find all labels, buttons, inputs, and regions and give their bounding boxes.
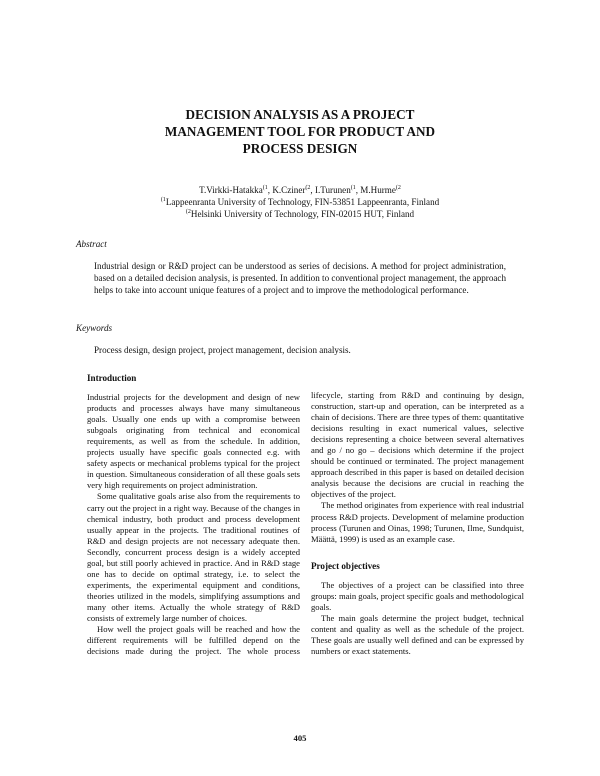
author-line (0, 184, 600, 196)
author-name: , M.Hurme (355, 185, 396, 195)
author-block (0, 184, 600, 220)
title-line-3: PROCESS DESIGN (242, 141, 358, 156)
abstract-label: Abstract (76, 239, 107, 249)
title-line-2: MANAGEMENT TOOL FOR PRODUCT AND (164, 124, 436, 139)
objectives-paragraph-2: The main goals determine the project budget, technical content and quality as well as the schedule of the project. These goals are usually well defined and can be expressed by numbers or exact statements. (311, 612, 524, 656)
affiliation-text: Helsinki University of Technology, FIN-02015 HUT, Finland (190, 209, 415, 219)
author-name: , K.Cziner (267, 185, 306, 195)
abstract-text: Industrial design or R&D project can be understood as series of decisions. A method for project administration, based on a detailed decision analysis, is presented. In addition to conventional project management, the approach helps to take into account unique features of a project and to improve the methodological performance. (94, 261, 506, 296)
affiliation-1 (0, 196, 600, 208)
column-left (87, 373, 300, 657)
author-sup: (1 (350, 184, 356, 191)
intro-paragraph-2: Some qualitative goals arise also from the requirements to carry out the project in a right way. Because of the changes in chemical industry, both product and process development usually appear in the projects. The traditional routines of R&D and design projects are not necessary adequate then. Secondly, concurrent process design is a widely accepted goal, but still poorly achieved in practice. And in R&D stage one has to decide on optimal strategy, i.e. to select the experiments, the experimental equipment and conditions, theories utilized in the models, simplifying assumptions and many other items. Actually the whole strategy of R&D consists of extremely large number of choices. (87, 491, 300, 623)
page-number: 405 (293, 733, 307, 743)
author-name: T.Virkki-Hatakka (199, 185, 263, 195)
affiliation-2 (0, 208, 600, 220)
objectives-paragraph-1: The objectives of a project can be classified into three groups: main goals, project specific goals and methodological goals. (311, 579, 524, 612)
keywords-label: Keywords (76, 323, 113, 333)
keywords-text: Process design, design project, project management, decision analysis. (94, 345, 351, 355)
author-sup: (1 (262, 184, 268, 191)
author-name: , I.Turunen (310, 185, 351, 195)
intro-paragraph-3: How well the project goals will be reached and how the different requirements will be fulfilled depend on the decisions made during the project. The whole process (87, 624, 300, 657)
author-sup: (2 (305, 184, 311, 191)
paper-title (0, 106, 600, 157)
intro-paragraph-3-continued: lifecycle, starting from R&D and continuing by design, construction, start-up and operation, can be interpreted as a chain of decisions. There are three types of them: quantitative decisions resulting in exact numerical values, selective decisions representing a choice between several alternatives and go / no go – decisions which determine if the project should be continued or terminated. The project management approach described in this paper is based on detailed decision analysis because the decisions are crucial in reaching the objectives of the project. (311, 390, 524, 500)
objectives-heading: Project objectives (311, 560, 380, 571)
introduction-heading: Introduction (87, 373, 137, 383)
intro-paragraph-1: Industrial projects for the development and design of new products and processes always have many simultaneous goals. Usually one ends up with a compromise between subgoals originating from technical and economical requirements, as well as from the schedule. In addition, projects usually have specific goals connected e.g. with safety aspects or mechanical problems typical for the project in question. Simultaneous consideration of all these goals sets very high requirements on project administration. (87, 392, 300, 491)
column-right (311, 390, 524, 657)
affiliation-sup: (2 (185, 208, 191, 215)
affiliation-text: Lappeenranta University of Technology, FIN-53851 Lappeenranta, Finland (165, 197, 440, 207)
author-sup: (2 (395, 184, 401, 191)
affiliation-sup: (1 (160, 196, 166, 203)
intro-paragraph-4: The method originates from experience with real industrial process R&D projects. Development of melamine production process (Turunen and Oinas, 1998; Turunen, Ilme, Sundquist, Määttä, 1999) is used as an example case. (311, 500, 524, 544)
title-line-1: DECISION ANALYSIS AS A PROJECT (185, 107, 415, 122)
